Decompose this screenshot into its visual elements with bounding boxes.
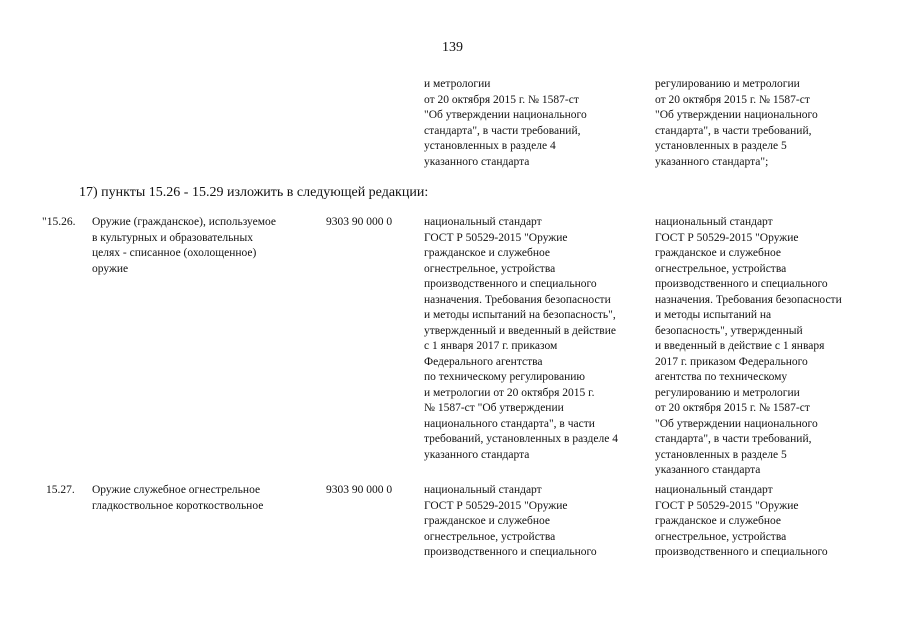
row-number: 15.27. bbox=[46, 484, 75, 496]
text-line: назначения. Требования безопасности bbox=[655, 293, 842, 306]
text-line: Федерального агентства bbox=[424, 355, 543, 368]
standard-left bbox=[424, 483, 597, 561]
text-line: установленных в разделе 5 bbox=[655, 448, 787, 461]
text-line: стандарта", в части требований, bbox=[655, 124, 812, 137]
text-line: стандарта", в части требований, bbox=[655, 433, 812, 445]
page-number: 139 bbox=[442, 40, 463, 55]
text-line: национального стандарта", в части bbox=[424, 417, 595, 430]
row-number: "15.26. bbox=[42, 216, 76, 228]
text-line: Оружие (гражданское), используемое bbox=[92, 216, 276, 228]
text-line: ГОСТ Р 50529-2015 "Оружие bbox=[655, 499, 799, 512]
text-line: назначения. Требования безопасности bbox=[424, 293, 611, 306]
text-line: "Об утверждении национального bbox=[655, 417, 818, 430]
text-line: огнестрельное, устройства bbox=[424, 262, 556, 275]
text-line: ГОСТ Р 50529-2015 "Оружие bbox=[655, 231, 799, 244]
text-line: целях - списанное (охолощенное) bbox=[92, 247, 257, 259]
text-line: от 20 октября 2015 г. № 1587-ст bbox=[655, 402, 810, 414]
text-line: производственного и специального bbox=[655, 546, 828, 558]
text-line: гражданское и служебное bbox=[424, 247, 550, 259]
text-line: гражданское и служебное bbox=[655, 247, 781, 259]
continuation-standard-left bbox=[424, 77, 587, 170]
text-line: регулированию и метрологии bbox=[655, 78, 800, 90]
text-line: оружие bbox=[92, 262, 129, 275]
text-line: национальный стандарт bbox=[424, 484, 542, 496]
text-line: 2017 г. приказом Федерального bbox=[655, 355, 808, 368]
text-line: указанного стандарта bbox=[655, 464, 761, 476]
text-line: огнестрельное, устройства bbox=[655, 530, 787, 543]
text-line: и введенный в действие с 1 января bbox=[655, 340, 825, 352]
text-line: национальный стандарт bbox=[655, 216, 773, 228]
text-line: и метрологии bbox=[424, 78, 491, 90]
text-line: и метрологии от 20 октября 2015 г. bbox=[424, 386, 595, 399]
text-line: агентства по техническому bbox=[655, 371, 788, 383]
text-line: производственного и специального bbox=[424, 278, 597, 290]
standard-right bbox=[655, 483, 828, 561]
tn-ved-code: 9303 90 000 0 bbox=[326, 484, 393, 496]
text-line: указанного стандарта"; bbox=[655, 155, 769, 168]
text-line: огнестрельное, устройства bbox=[655, 262, 787, 275]
text-line: в культурных и образовательных bbox=[92, 231, 253, 244]
standard-left bbox=[424, 215, 618, 463]
product-name bbox=[92, 215, 276, 277]
continuation-standard-right bbox=[655, 77, 818, 170]
text-line: огнестрельное, устройства bbox=[424, 530, 556, 543]
text-line: требований, установленных в разделе 4 bbox=[424, 433, 618, 445]
text-line: № 1587-ст "Об утверждении bbox=[424, 402, 564, 414]
text-line: ГОСТ Р 50529-2015 "Оружие bbox=[424, 231, 568, 244]
text-line: гражданское и служебное bbox=[655, 515, 781, 527]
text-line: национальный стандарт bbox=[655, 484, 773, 496]
text-line: с 1 января 2017 г. приказом bbox=[424, 340, 558, 352]
text-line: "Об утверждении национального bbox=[424, 109, 587, 121]
text-line: национальный стандарт bbox=[424, 216, 542, 228]
text-line: установленных в разделе 5 bbox=[655, 140, 787, 152]
text-line: гражданское и служебное bbox=[424, 515, 550, 527]
text-line: утвержденный и введенный в действие bbox=[424, 324, 616, 337]
text-line: по техническому регулированию bbox=[424, 371, 586, 383]
text-line: стандарта", в части требований, bbox=[424, 124, 581, 137]
text-line: "Об утверждении национального bbox=[655, 109, 818, 121]
text-line: от 20 октября 2015 г. № 1587-ст bbox=[424, 93, 579, 106]
text-line: установленных в разделе 4 bbox=[424, 140, 556, 152]
amendment-heading: 17) пункты 15.26 - 15.29 изложить в следующей редакции: bbox=[79, 185, 429, 200]
text-line: и методы испытаний на безопасность", bbox=[424, 309, 616, 321]
text-line: указанного стандарта bbox=[424, 448, 530, 461]
tn-ved-code: 9303 90 000 0 bbox=[326, 216, 393, 228]
text-line: гладкоствольное короткоствольное bbox=[92, 499, 264, 512]
text-line: производственного и специального bbox=[424, 546, 597, 558]
text-line: регулированию и метрологии bbox=[655, 386, 800, 399]
text-line: от 20 октября 2015 г. № 1587-ст bbox=[655, 93, 810, 106]
standard-right bbox=[655, 215, 842, 479]
text-line: ГОСТ Р 50529-2015 "Оружие bbox=[424, 499, 568, 512]
text-line: и методы испытаний на bbox=[655, 309, 772, 321]
text-line: производственного и специального bbox=[655, 278, 828, 290]
text-line: указанного стандарта bbox=[424, 155, 530, 168]
product-name bbox=[92, 483, 263, 514]
text-line: безопасность", утвержденный bbox=[655, 324, 803, 337]
text-line: Оружие служебное огнестрельное bbox=[92, 484, 261, 496]
